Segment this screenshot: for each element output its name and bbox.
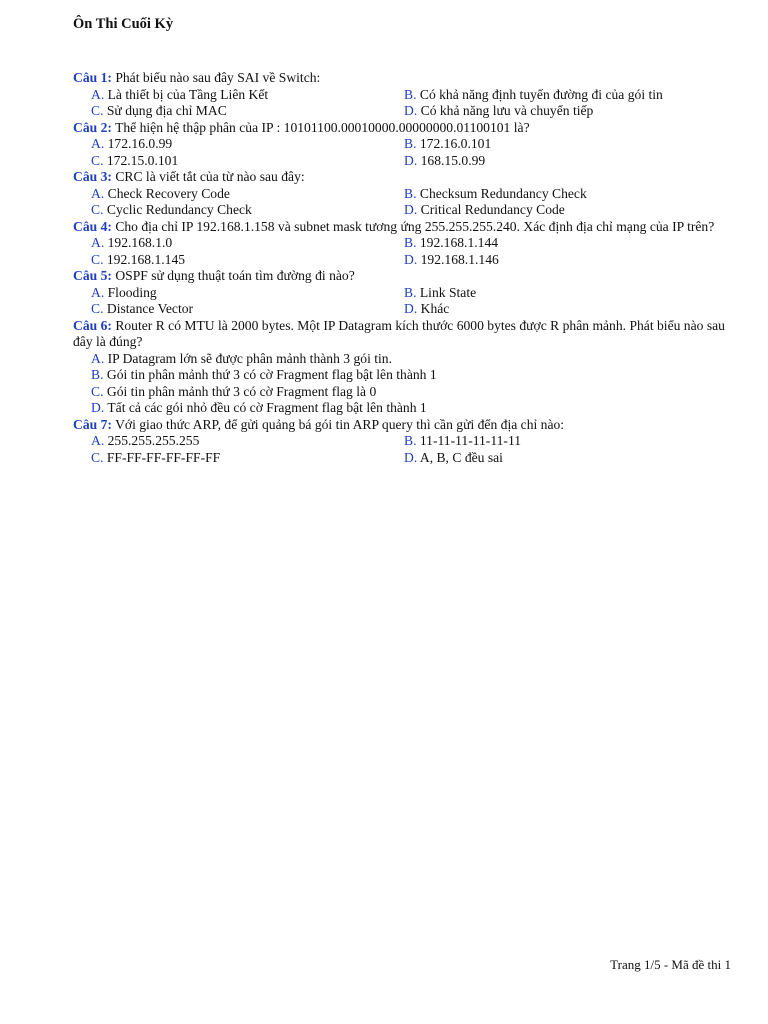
answer-option-d (404, 301, 704, 318)
answer-options (91, 235, 743, 268)
option-letter: B. (91, 367, 104, 382)
option-text: 255.255.255.255 (107, 433, 200, 448)
option-letter: A. (91, 136, 105, 151)
option-text: Sử dụng địa chỉ MAC (106, 103, 227, 118)
answer-option-c (91, 450, 404, 467)
option-text: 192.168.1.146 (420, 251, 499, 267)
option-letter: C. (91, 251, 104, 267)
option-letter: D. (404, 301, 418, 316)
answer-option-a (91, 285, 404, 302)
answer-option-b (404, 186, 704, 203)
question-5 (73, 268, 743, 318)
option-letter: B. (404, 86, 417, 102)
answer-option-a (91, 136, 404, 153)
answer-option-a (91, 87, 404, 104)
option-letter: C. (91, 202, 104, 217)
option-text: Gói tin phân mảnh thứ 3 có cờ Fragment flag là 0 (106, 383, 377, 399)
answer-option-c (91, 252, 404, 269)
question-text: Router R có MTU là 2000 bytes. Một IP Datagram kích thước 6000 bytes được R phân mảnh. Phát biểu nào sau đây là đúng? (73, 317, 725, 349)
question-list (73, 70, 743, 466)
option-letter: B. (404, 235, 417, 250)
option-text: 172.16.0.99 (107, 136, 173, 151)
answer-option-d (404, 153, 704, 170)
answer-option-b (404, 136, 704, 153)
question-stem (73, 318, 743, 351)
answer-option-a (91, 433, 404, 450)
option-text: Flooding (107, 284, 157, 300)
question-stem (73, 219, 743, 236)
page-title: Ôn Thi Cuối Kỳ (73, 16, 174, 32)
question-stem (73, 120, 743, 137)
option-text: 192.168.1.145 (106, 251, 186, 267)
question-stem (73, 417, 743, 434)
option-letter: B. (404, 185, 417, 201)
answer-option-c (91, 384, 743, 401)
answer-options (91, 186, 743, 219)
option-letter: D. (404, 202, 418, 217)
option-text: Link State (419, 284, 477, 300)
answer-option-d (404, 202, 704, 219)
question-text: Phát biểu nào sau đây SAI về Switch: (115, 70, 321, 85)
option-text: Distance Vector (106, 301, 194, 316)
option-letter: B. (404, 136, 417, 151)
option-text: 172.16.0.101 (419, 136, 492, 151)
option-letter: B. (404, 284, 417, 300)
answer-option-a (91, 186, 404, 203)
option-letter: A. (91, 235, 105, 250)
answer-options (91, 351, 743, 417)
answer-options (91, 433, 743, 466)
option-text: FF-FF-FF-FF-FF-FF (106, 449, 221, 465)
option-letter: D. (91, 400, 105, 415)
option-text: 192.168.1.0 (107, 235, 173, 250)
question-text: Cho địa chỉ IP 192.168.1.158 và subnet mask tương ứng 255.255.255.240. Xác định địa chỉ mạng của IP trên? (115, 218, 715, 234)
option-text: Check Recovery Code (107, 185, 230, 201)
answer-option-c (91, 301, 404, 318)
question-label: Câu 4: (73, 218, 112, 234)
option-text: 168.15.0.99 (420, 152, 486, 168)
option-text: Có khả năng định tuyến đường đi của gói tin (419, 86, 663, 102)
question-3 (73, 169, 743, 219)
option-text: Critical Redundancy Code (420, 202, 565, 217)
option-text: 172.15.0.101 (106, 152, 179, 168)
answer-option-b (404, 235, 704, 252)
answer-option-d (404, 252, 704, 269)
question-stem (73, 70, 743, 87)
answer-option-c (91, 202, 404, 219)
answer-options (91, 285, 743, 318)
answer-options (91, 136, 743, 169)
answer-option-c (91, 153, 404, 170)
question-stem (73, 268, 743, 285)
option-letter: C. (91, 301, 104, 316)
question-6 (73, 318, 743, 417)
option-letter: A. (91, 86, 105, 102)
option-letter: C. (91, 383, 104, 399)
option-text: Khác (420, 301, 450, 316)
option-letter: D. (404, 103, 418, 118)
answer-options (91, 87, 743, 120)
option-letter: A. (91, 185, 105, 201)
question-text: CRC là viết tắt của từ nào sau đây: (115, 169, 305, 184)
question-stem (73, 169, 743, 186)
option-letter: C. (91, 103, 104, 118)
option-text: Checksum Redundancy Check (419, 185, 587, 201)
answer-option-b (404, 285, 704, 302)
option-letter: C. (91, 152, 104, 168)
question-text: OSPF sử dụng thuật toán tìm đường đi nào? (115, 268, 355, 283)
option-letter: C. (91, 449, 104, 465)
question-label: Câu 3: (73, 169, 112, 184)
option-text: Là thiết bị của Tầng Liên Kết (107, 86, 269, 102)
answer-option-b (404, 87, 704, 104)
answer-option-a (91, 235, 404, 252)
question-text: Với giao thức ARP, để gửi quảng bá gói tin ARP query thì cần gửi đến địa chỉ nào: (115, 416, 565, 432)
question-7 (73, 417, 743, 467)
option-text: Có khả năng lưu và chuyển tiếp (420, 103, 594, 118)
question-text: Thể hiện hệ thập phân của IP : 10101100.00010000.00000000.01100101 là? (115, 119, 530, 135)
question-1 (73, 70, 743, 120)
option-letter: D. (404, 152, 418, 168)
answer-option-d (404, 103, 704, 120)
option-text: Gói tin phân mảnh thứ 3 có cờ Fragment flag bật lên thành 1 (106, 367, 437, 382)
answer-option-a (91, 351, 743, 368)
answer-option-b (404, 433, 704, 450)
question-label: Câu 6: (73, 317, 112, 333)
answer-option-d (91, 400, 743, 417)
question-label: Câu 5: (73, 268, 112, 283)
option-letter: A. (91, 350, 105, 366)
question-4 (73, 219, 743, 269)
option-text: IP Datagram lớn sẽ được phân mảnh thành 3 gói tin. (107, 350, 392, 366)
page-footer: Trang 1/5 - Mã đề thi 1 (610, 957, 731, 972)
option-letter: D. (404, 251, 418, 267)
option-text: Cyclic Redundancy Check (106, 202, 252, 217)
option-text: 192.168.1.144 (419, 235, 499, 250)
question-label: Câu 7: (73, 416, 112, 432)
option-letter: B. (404, 433, 417, 448)
answer-option-c (91, 103, 404, 120)
question-2 (73, 120, 743, 170)
option-text: A, B, C đều sai (419, 449, 503, 465)
answer-option-d (404, 450, 704, 467)
option-text: Tất cả các gói nhỏ đều có cờ Fragment flag bật lên thành 1 (107, 400, 427, 415)
option-letter: A. (91, 433, 105, 448)
question-label: Câu 2: (73, 119, 112, 135)
option-text: 11-11-11-11-11-11 (419, 433, 522, 448)
answer-option-b (91, 367, 743, 384)
option-letter: D. (404, 449, 418, 465)
question-label: Câu 1: (73, 70, 112, 85)
option-letter: A. (91, 284, 105, 300)
